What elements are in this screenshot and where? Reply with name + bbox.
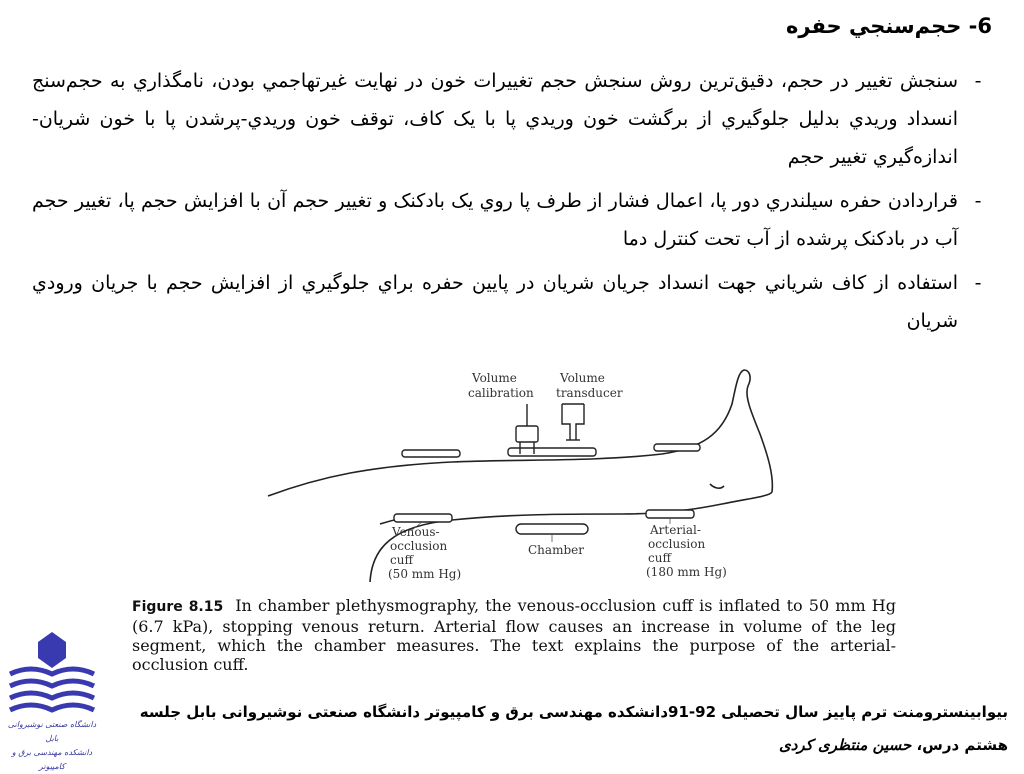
footer-course-info: بيوابينسترومنت ترم پاييز سال تحصيلی 92-91دانشکده مهندسی برق و کامپيوتر دانشگاه صنعتی نوشيروانی بابل جلسه [139, 703, 1008, 721]
caption-text: In chamber plethysmography, the venous-occlusion cuff is inflated to 50 mm Hg (6.7 kPa), stopping venous return. Arterial flow causes an increase in volume of the leg segment, which the chamber measures. The text explains the purpose of the arterial-occlusion cuff. [132, 596, 896, 674]
university-logo [4, 628, 100, 771]
book-logo-icon [4, 628, 100, 718]
label-volume-transducer-1: Volume [560, 371, 605, 385]
figure-caption [132, 596, 896, 674]
label-volume-calibration-2: calibration [468, 386, 534, 400]
plethysmography-diagram [262, 364, 782, 586]
bullet-item [32, 182, 992, 258]
bullet-dash: - [974, 190, 982, 212]
label-arterial-4: (180 mm Hg) [646, 565, 727, 579]
bullet-item [32, 62, 992, 176]
label-venous-2: occlusion [390, 539, 448, 553]
caption-number: Figure 8.15 [132, 599, 224, 615]
logo-text-line2: دانشکده مهندسی برق و کامپیوتر [11, 748, 93, 771]
bullet-text: قراردادن حفره سيلندري دور پا، اعمال فشار از طرف پا روي يک بادکنک و تغيير حجم آن با افزايش حجم پا، تغيير حجم آب در بادکنک پرشده از آب تحت کنترل دما [32, 190, 958, 250]
label-arterial-1: Arterial- [650, 523, 701, 537]
label-venous-3: cuff [390, 553, 413, 567]
upper-cuff-left [402, 450, 460, 457]
logo-text-line1: دانشگاه صنعتی نوشیروانی بابل [7, 720, 97, 743]
label-venous-4: (50 mm Hg) [388, 567, 462, 581]
bullet-list [32, 62, 992, 346]
chamber-shape [516, 524, 588, 534]
ankle-mark [710, 484, 724, 488]
upper-cuff-right [654, 444, 700, 451]
label-volume-transducer-2: transducer [556, 386, 623, 400]
label-volume-calibration-1: Volume [472, 371, 517, 385]
bullet-dash: - [974, 272, 982, 294]
slide-title: 6- حجم‌سنجي حفره [785, 14, 992, 38]
arterial-cuff [646, 510, 694, 518]
venous-cuff [394, 514, 452, 522]
footer-session-info [108, 736, 1008, 754]
label-arterial-3: cuff [648, 551, 671, 565]
label-chamber: Chamber [528, 543, 584, 557]
bullet-text: استفاده از کاف شرياني جهت انسداد جريان شريان در پايين حفره براي جلوگيري از افزايش حجم با جريان ورودي شريان [32, 272, 958, 332]
label-venous-1: Venous- [392, 525, 440, 539]
label-arterial-2: occlusion [648, 537, 706, 551]
upper-cuff-center [508, 448, 596, 456]
footer-author: حسین منتظری کردی [778, 736, 912, 754]
bullet-item [32, 264, 992, 340]
volume-calibration-device [516, 404, 538, 454]
footer-session-prefix: هشتم درس، [916, 736, 1008, 754]
volume-transducer-device [562, 404, 584, 440]
leg-diagram-svg [262, 364, 782, 586]
bullet-dash: - [974, 70, 982, 92]
bullet-text: سنجش تغيير در حجم، دقيق‌ترين روش سنجش حجم تغييرات خون در نهايت غير‌تهاجمي بودن، نامگذاري به حجم‌سنج انسداد وريدي بدليل جلوگيري از برگشت خون وريدي پا با يک کاف، توقف خون وريدي-پرشدن پا با خون شريان- اندازه‌گيري تغيير حجم [32, 70, 958, 168]
